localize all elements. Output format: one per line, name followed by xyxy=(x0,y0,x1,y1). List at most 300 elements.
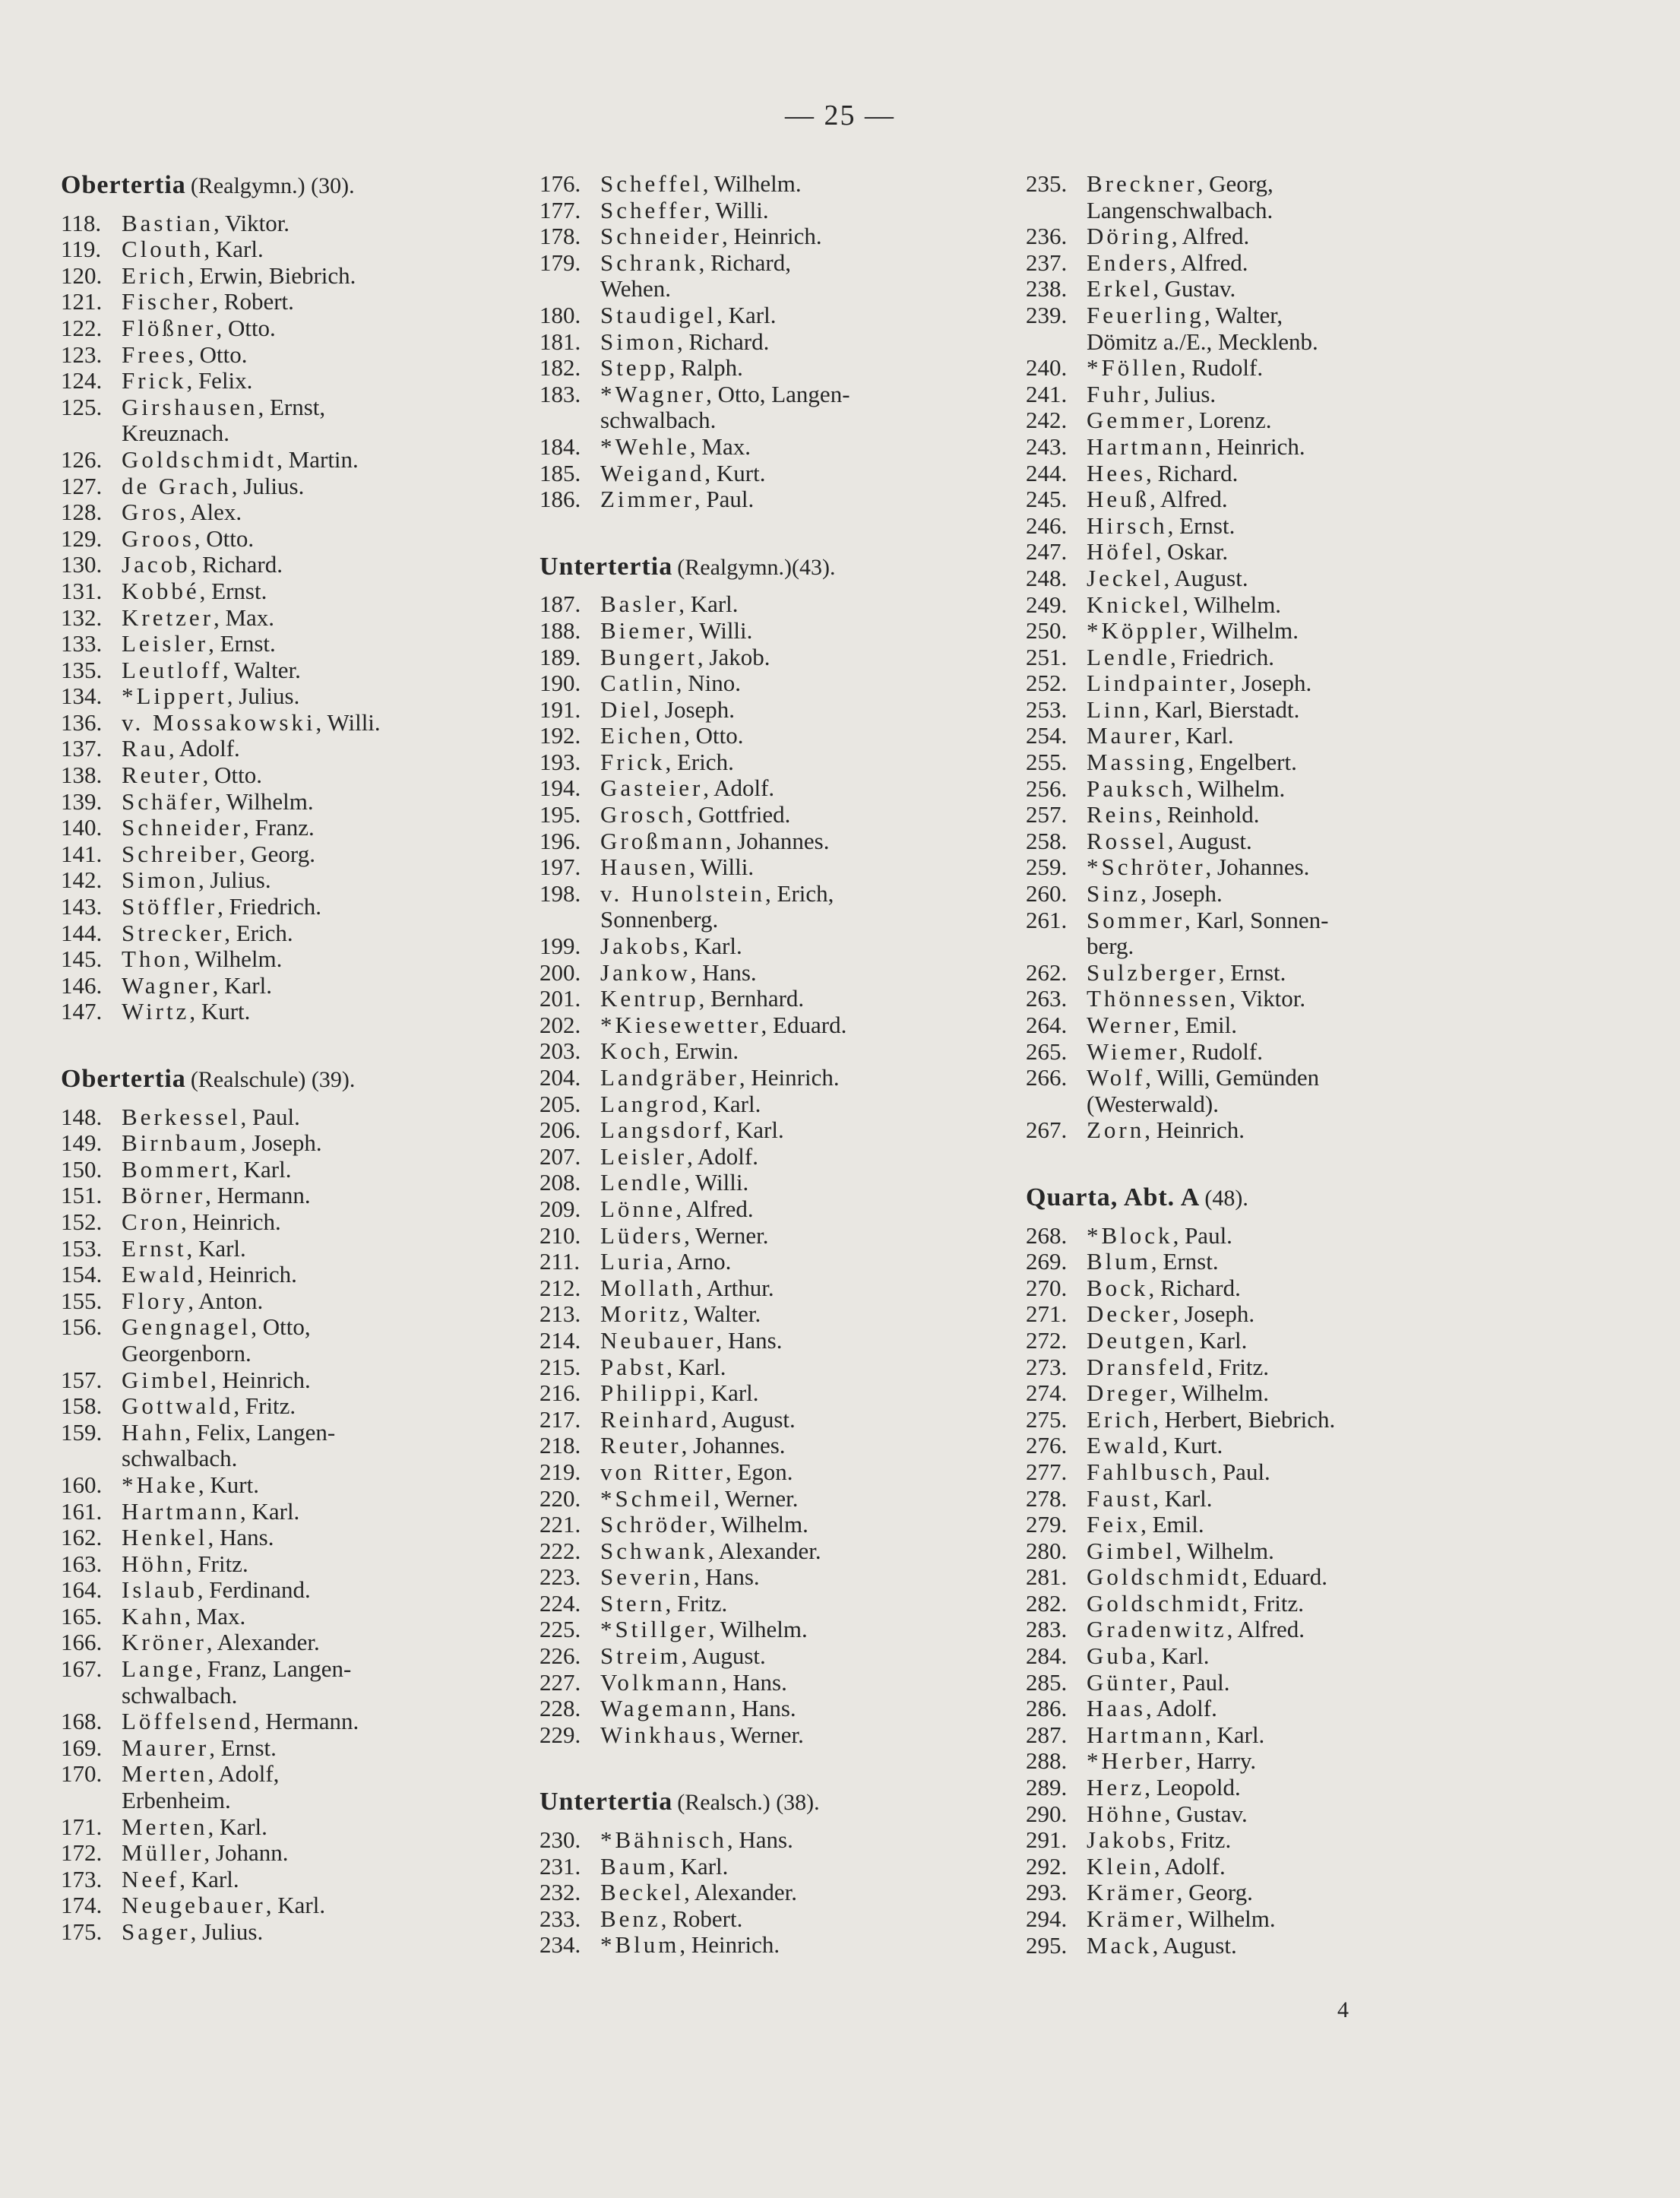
entry-rest: , Karl. xyxy=(204,236,264,263)
entry-surname: Simon xyxy=(600,328,677,355)
entry-number: 148. xyxy=(61,1103,103,1130)
list-item xyxy=(1026,907,1497,960)
entry-text xyxy=(600,382,995,434)
entry-surname: Erich xyxy=(122,261,188,289)
entry-rest: , Heinrich. xyxy=(197,1261,297,1288)
list-item xyxy=(539,670,995,697)
list-item xyxy=(1026,749,1497,776)
list-item xyxy=(1026,723,1497,749)
entry-surname: Leisler xyxy=(600,1142,688,1170)
entry-number: 225. xyxy=(539,1616,581,1643)
entry-surname: *Block xyxy=(1087,1221,1173,1249)
entry-surname: Erkel xyxy=(1087,275,1153,302)
section-heading xyxy=(61,1066,517,1094)
list-item xyxy=(61,841,517,868)
entry-text xyxy=(600,486,995,513)
entry-surname: Gradenwitz xyxy=(1087,1616,1227,1643)
entry-rest: , Karl. xyxy=(717,301,777,328)
section-subtitle: (Realsch.) (38). xyxy=(677,1790,820,1816)
list-item xyxy=(1026,171,1497,223)
list-item xyxy=(1026,854,1497,881)
entry-text xyxy=(122,1499,517,1525)
entry-rest: , Ernst. xyxy=(209,1734,277,1761)
list-item xyxy=(1026,1012,1497,1039)
list-item xyxy=(539,881,995,933)
entry-number: 162. xyxy=(61,1524,103,1551)
list-item xyxy=(1026,802,1497,828)
entry-surname: Stöffler xyxy=(122,893,218,920)
entry-surname: Hahn xyxy=(122,1418,185,1446)
list-item xyxy=(61,1157,517,1183)
list-item xyxy=(1026,828,1497,855)
entry-text xyxy=(122,1814,517,1841)
entry-number: 214. xyxy=(539,1326,581,1354)
entry-rest: , Karl. xyxy=(669,1852,729,1880)
column-left xyxy=(61,171,517,1946)
entry-number: 259. xyxy=(1026,854,1068,881)
entry-number: 266. xyxy=(1026,1064,1068,1091)
entry-number: 183. xyxy=(539,380,581,407)
entry-surname: Luria xyxy=(600,1248,667,1275)
entry-rest: , Adolf. xyxy=(1145,1695,1217,1722)
entry-surname: Höfel xyxy=(1087,538,1156,565)
entry-rest: , Georg, xyxy=(1197,170,1273,197)
section-spacer xyxy=(539,1748,995,1788)
entry-text xyxy=(1087,1380,1497,1407)
entry-text xyxy=(600,1170,995,1196)
entry-number: 210. xyxy=(539,1221,581,1249)
entry-surname: *Blum xyxy=(600,1931,680,1959)
list-item xyxy=(61,1867,517,1893)
entry-surname: Decker xyxy=(1087,1300,1173,1328)
entry-text xyxy=(1087,486,1497,513)
entry-surname: Goldschmidt xyxy=(1087,1589,1242,1617)
entry-number: 229. xyxy=(539,1721,581,1748)
entry-rest: , Karl. xyxy=(207,1813,267,1840)
entry-surname: Staudigel xyxy=(600,301,717,328)
entry-rest: , Adolf. xyxy=(168,735,240,762)
entry-text xyxy=(600,854,995,881)
entry-rest: , Hans. xyxy=(720,1668,787,1696)
entry-surname: Gimbel xyxy=(122,1366,210,1393)
entry-text xyxy=(600,697,995,724)
entry-rest: , Richard, xyxy=(698,249,791,276)
list-item xyxy=(1026,1223,1497,1249)
entry-text xyxy=(1087,1670,1497,1696)
list-item xyxy=(539,1486,995,1512)
entry-continuation: schwalbach. xyxy=(600,407,717,434)
entry-number: 208. xyxy=(539,1169,581,1196)
entry-surname: *Hake xyxy=(122,1471,198,1498)
entry-surname: Gasteier xyxy=(600,774,704,802)
entry-number: 177. xyxy=(539,196,581,223)
entry-surname: Leisler xyxy=(122,630,209,657)
list-item xyxy=(539,355,995,382)
list-item xyxy=(61,368,517,394)
list-item xyxy=(1026,539,1497,565)
list-item xyxy=(539,697,995,724)
entry-number: 211. xyxy=(539,1248,581,1275)
entry-number: 230. xyxy=(539,1826,581,1854)
entry-surname: Goldschmidt xyxy=(122,445,277,473)
entry-text xyxy=(122,762,517,789)
section-spacer xyxy=(61,1025,517,1065)
page-number: — 25 — xyxy=(785,100,895,131)
entry-rest: , Otto. xyxy=(202,762,263,789)
entry-text xyxy=(122,1393,517,1420)
list-item xyxy=(1026,1722,1497,1749)
list-item xyxy=(61,211,517,237)
entry-rest: , Kurt. xyxy=(704,459,766,486)
entry-number: 178. xyxy=(539,223,581,250)
entry-rest: , Walter. xyxy=(223,656,301,683)
entry-rest: , Georg. xyxy=(1176,1879,1253,1906)
list-item xyxy=(1026,618,1497,645)
entry-number: 246. xyxy=(1026,511,1068,539)
entry-number: 280. xyxy=(1026,1537,1068,1564)
list-item xyxy=(539,486,995,513)
entry-number: 197. xyxy=(539,854,581,881)
entry-rest: , Georg. xyxy=(239,840,315,867)
entry-continuation: Kreuznach. xyxy=(122,420,229,447)
entry-text xyxy=(122,1656,517,1709)
entry-rest: , Erich, xyxy=(765,879,834,907)
entry-text xyxy=(1087,1275,1497,1302)
entry-surname: v. Mossakowski xyxy=(122,708,316,736)
entry-number: 249. xyxy=(1026,591,1068,618)
entry-surname: Gros xyxy=(122,499,180,526)
entry-rest: , Heinrich. xyxy=(1144,1116,1245,1144)
entry-number: 187. xyxy=(539,591,581,618)
list-item xyxy=(61,315,517,342)
entry-number: 205. xyxy=(539,1090,581,1117)
entry-text xyxy=(600,645,995,671)
entry-rest: , Bernhard. xyxy=(698,985,805,1012)
list-item xyxy=(1026,1117,1497,1144)
entry-rest: , Arno. xyxy=(666,1248,732,1275)
entry-number: 216. xyxy=(539,1379,581,1407)
entry-number: 253. xyxy=(1026,695,1068,723)
entry-rest: , Otto, xyxy=(251,1313,311,1341)
entry-number: 289. xyxy=(1026,1774,1068,1801)
entry-rest: , Karl. xyxy=(682,933,742,960)
entry-number: 195. xyxy=(539,801,581,828)
entry-surname: Pabst xyxy=(600,1353,667,1380)
entry-surname: Beckel xyxy=(600,1879,685,1906)
entry-surname: Faust xyxy=(1087,1484,1153,1512)
list-item xyxy=(539,828,995,855)
entry-number: 223. xyxy=(539,1563,581,1591)
entry-rest: , Karl. xyxy=(232,1155,292,1183)
list-item xyxy=(1026,565,1497,592)
entry-number: 272. xyxy=(1026,1326,1068,1354)
entry-rest: , Leopold. xyxy=(1144,1774,1241,1801)
entry-text xyxy=(600,1354,995,1381)
entry-text xyxy=(122,1262,517,1288)
entry-surname: Jacob xyxy=(122,551,191,578)
entry-rest: , Hans. xyxy=(693,1563,760,1591)
entry-rest: , Fritz. xyxy=(665,1589,728,1617)
list-item xyxy=(539,461,995,487)
entry-text xyxy=(1087,434,1497,461)
entry-number: 217. xyxy=(539,1405,581,1433)
entry-surname: Simon xyxy=(122,866,198,894)
entry-text xyxy=(600,1643,995,1670)
entry-surname: Henkel xyxy=(122,1524,208,1551)
entry-text xyxy=(600,1486,995,1512)
list-item xyxy=(1026,513,1497,540)
entry-surname: Birnbaum xyxy=(122,1129,240,1157)
entry-rest: , Lorenz. xyxy=(1187,407,1272,434)
entry-text xyxy=(600,775,995,802)
entry-rest: , Ernst. xyxy=(199,577,267,604)
list-item xyxy=(61,920,517,947)
list-item xyxy=(1026,1486,1497,1512)
entry-surname: Bungert xyxy=(600,643,698,670)
column-right xyxy=(1026,171,1497,1959)
entry-surname: von Ritter xyxy=(600,1458,726,1485)
list-item xyxy=(539,1065,995,1091)
entry-rest: , Karl. xyxy=(1153,1484,1213,1512)
entry-rest: , Felix. xyxy=(186,367,253,394)
list-item xyxy=(61,1551,517,1578)
entry-rest: , Hermann. xyxy=(253,1708,359,1735)
entry-rest: , Karl. xyxy=(699,1379,759,1407)
entry-surname: Hartmann xyxy=(1087,1721,1205,1748)
list-item xyxy=(539,1722,995,1749)
entry-text xyxy=(122,1525,517,1551)
list-item xyxy=(1026,1407,1497,1433)
entry-number: 254. xyxy=(1026,722,1068,749)
entry-number: 175. xyxy=(61,1918,103,1945)
entry-text xyxy=(1087,749,1497,776)
list-item xyxy=(1026,1249,1497,1275)
list-item xyxy=(539,933,995,960)
entry-surname: Müller xyxy=(122,1839,204,1867)
list-item xyxy=(539,1512,995,1538)
entry-text xyxy=(600,1696,995,1722)
entry-text xyxy=(1087,276,1497,302)
list-item xyxy=(539,302,995,329)
list-item xyxy=(539,1459,995,1486)
list-item xyxy=(1026,1854,1497,1880)
entry-rest: , Arthur. xyxy=(696,1274,774,1301)
entry-rest: , Otto. xyxy=(684,722,744,749)
entry-text xyxy=(600,1433,995,1459)
entry-text xyxy=(1087,1880,1497,1906)
list-item xyxy=(539,749,995,776)
list-item xyxy=(61,1367,517,1394)
list-item xyxy=(1026,1039,1497,1066)
entry-number: 294. xyxy=(1026,1905,1068,1932)
entry-text xyxy=(1087,1301,1497,1328)
entry-surname: Jakobs xyxy=(600,933,683,960)
entry-number: 293. xyxy=(1026,1879,1068,1906)
entry-number: 184. xyxy=(539,432,581,460)
list-item xyxy=(1026,1827,1497,1854)
entry-rest: , Wilhelm. xyxy=(708,1616,808,1643)
list-item xyxy=(539,198,995,224)
entry-number: 255. xyxy=(1026,749,1068,776)
entry-rest: , Karl. xyxy=(1188,1326,1248,1354)
entry-text xyxy=(600,749,995,776)
entry-rest: , Adolf. xyxy=(687,1142,758,1170)
entry-number: 158. xyxy=(61,1392,103,1420)
entry-rest: , Karl. xyxy=(1204,1721,1265,1748)
list-item xyxy=(1026,302,1497,355)
entry-rest: , Hans. xyxy=(726,1826,793,1854)
entry-number: 125. xyxy=(61,393,103,420)
entry-rest: , Willi. xyxy=(688,616,753,644)
entry-text xyxy=(1087,1722,1497,1749)
entry-surname: Neugebauer xyxy=(122,1892,266,1919)
entry-number: 163. xyxy=(61,1550,103,1577)
entry-continuation: berg. xyxy=(1087,933,1134,960)
list-item xyxy=(61,657,517,684)
entry-text xyxy=(122,1709,517,1735)
entry-number: 151. xyxy=(61,1182,103,1209)
entry-rest: , Karl. xyxy=(212,971,272,999)
list-item xyxy=(1026,1512,1497,1538)
section-subtitle: (Realgymn.) (30). xyxy=(190,173,355,198)
entry-surname: *Stillger xyxy=(600,1616,709,1643)
entry-text xyxy=(122,1130,517,1157)
entry-surname: Kentrup xyxy=(600,985,699,1012)
entry-surname: Höhn xyxy=(122,1550,186,1577)
list-item xyxy=(1026,1617,1497,1643)
entry-text xyxy=(122,631,517,657)
list-item xyxy=(539,171,995,198)
entry-text xyxy=(122,605,517,632)
entry-surname: *Kiesewetter xyxy=(600,1011,761,1038)
entry-surname: Girshausen xyxy=(122,393,258,420)
list-item xyxy=(61,499,517,526)
entry-rest: , Willi. xyxy=(704,196,769,223)
entry-text xyxy=(600,723,995,749)
entry-text xyxy=(122,815,517,841)
entry-text xyxy=(600,302,995,329)
entry-surname: Sommer xyxy=(1087,906,1185,933)
entry-text xyxy=(1087,539,1497,565)
entry-text xyxy=(1087,1354,1497,1381)
list-item xyxy=(539,1196,995,1223)
entry-number: 232. xyxy=(539,1879,581,1906)
entry-surname: Eichen xyxy=(600,722,685,749)
entry-rest: , Karl. xyxy=(186,1234,246,1262)
entry-text xyxy=(600,198,995,224)
entry-text xyxy=(122,1367,517,1394)
entry-surname: de Grach xyxy=(122,472,232,499)
entry-surname: Scheffer xyxy=(600,196,704,223)
entry-rest: , Franz. xyxy=(242,814,315,841)
entry-number: 270. xyxy=(1026,1274,1068,1301)
entry-surname: Hausen xyxy=(600,854,689,881)
entry-surname: Enders xyxy=(1087,249,1171,276)
section-title: Untertertia xyxy=(539,1788,673,1816)
entry-text xyxy=(122,1892,517,1919)
entry-text xyxy=(1087,1696,1497,1722)
entry-surname: Stepp xyxy=(600,354,669,382)
entry-text xyxy=(1087,1117,1497,1144)
entry-text xyxy=(122,946,517,973)
entry-number: 168. xyxy=(61,1708,103,1735)
entry-number: 282. xyxy=(1026,1589,1068,1617)
entry-surname: Wiemer xyxy=(1087,1037,1180,1065)
entry-text xyxy=(600,1144,995,1170)
entry-rest: , Franz, Langen- xyxy=(195,1655,352,1683)
list-item xyxy=(539,434,995,461)
entry-surname: Moritz xyxy=(600,1300,683,1328)
entry-number: 180. xyxy=(539,301,581,328)
entry-rest: , Willi, Gemünden xyxy=(1145,1064,1320,1091)
list-item xyxy=(1026,776,1497,803)
entry-number: 182. xyxy=(539,354,581,382)
entry-rest: , Fritz. xyxy=(233,1392,296,1420)
entry-text xyxy=(600,591,995,618)
entry-surname: Knickel xyxy=(1087,591,1183,618)
entry-number: 275. xyxy=(1026,1405,1068,1433)
entry-surname: Ewald xyxy=(122,1261,198,1288)
entry-text xyxy=(1087,461,1497,487)
list-item xyxy=(1026,1801,1497,1828)
entry-rest: , Wilhelm. xyxy=(1176,1905,1276,1932)
entry-surname: Philippi xyxy=(600,1379,700,1407)
entry-number: 235. xyxy=(1026,170,1068,197)
entry-text xyxy=(122,526,517,553)
entry-surname: Islaub xyxy=(122,1576,198,1604)
entry-number: 172. xyxy=(61,1839,103,1867)
entry-surname: Guba xyxy=(1087,1642,1150,1670)
entry-text xyxy=(600,1038,995,1065)
entry-number: 140. xyxy=(61,814,103,841)
entry-text xyxy=(122,1157,517,1183)
entry-surname: Reuter xyxy=(122,762,203,789)
entry-rest: , Gottfried. xyxy=(686,801,791,828)
entry-rest: , August. xyxy=(1167,827,1252,854)
entry-text xyxy=(600,1827,995,1854)
entry-number: 174. xyxy=(61,1892,103,1919)
entry-number: 257. xyxy=(1026,801,1068,828)
list-item xyxy=(61,1577,517,1604)
entry-text xyxy=(1087,592,1497,619)
entry-surname: Breckner xyxy=(1087,170,1198,197)
entry-number: 241. xyxy=(1026,380,1068,407)
entry-surname: Langsdorf xyxy=(600,1116,725,1144)
entry-text xyxy=(1087,960,1497,987)
entry-number: 290. xyxy=(1026,1800,1068,1827)
list-item xyxy=(61,1919,517,1946)
entry-number: 233. xyxy=(539,1905,581,1932)
entry-surname: Haas xyxy=(1087,1695,1146,1722)
list-item xyxy=(1026,355,1497,382)
entry-text xyxy=(122,1735,517,1762)
list-item xyxy=(1026,645,1497,671)
entry-number: 128. xyxy=(61,499,103,526)
entry-number: 239. xyxy=(1026,301,1068,328)
list-item xyxy=(61,973,517,999)
entry-number: 277. xyxy=(1026,1458,1068,1485)
entry-text xyxy=(1087,1486,1497,1512)
entry-text xyxy=(122,1604,517,1630)
entry-text xyxy=(600,1932,995,1959)
entry-rest: , Johannes. xyxy=(681,1432,786,1459)
entry-rest: , Erwin. xyxy=(663,1037,739,1065)
list-item xyxy=(1026,250,1497,277)
entry-rest: , Erwin, Biebrich. xyxy=(188,261,356,289)
list-item xyxy=(61,1761,517,1813)
entry-text xyxy=(600,1906,995,1933)
entry-number: 146. xyxy=(61,971,103,999)
